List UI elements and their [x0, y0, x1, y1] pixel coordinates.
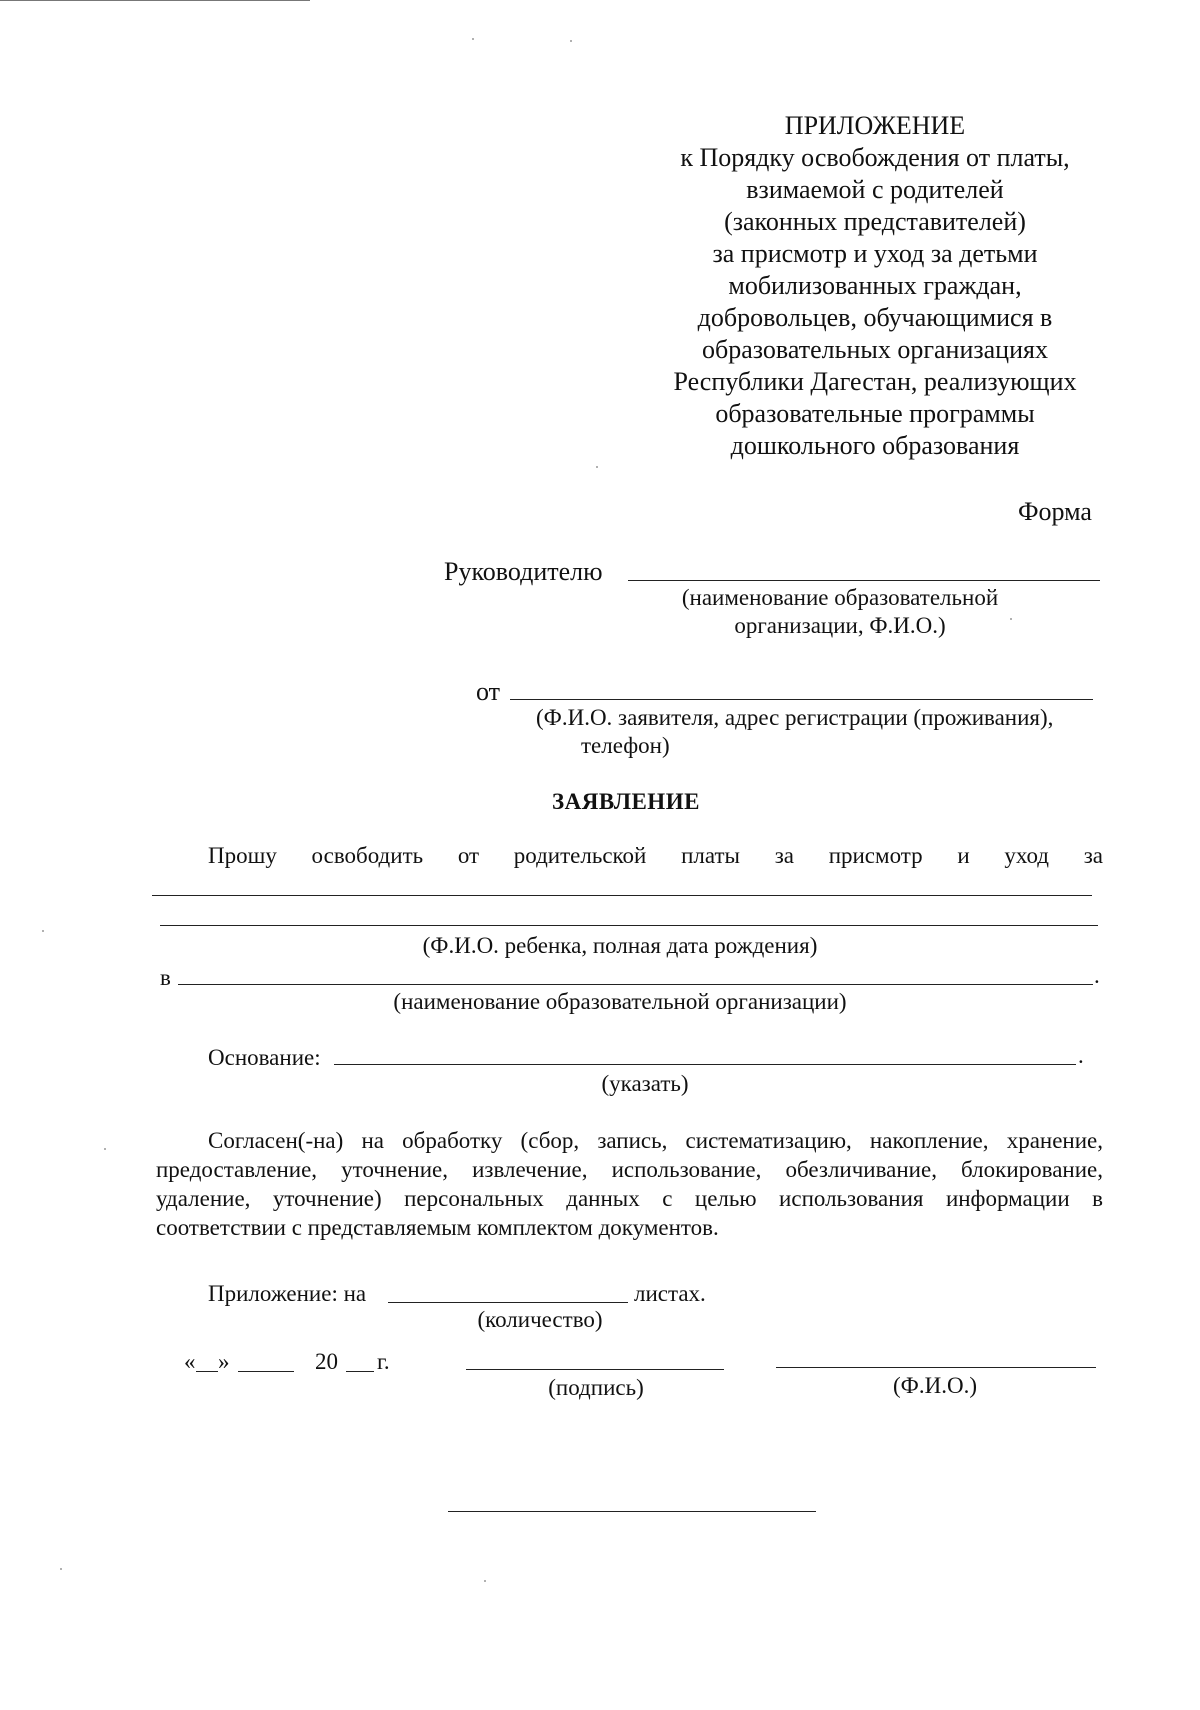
basis-field[interactable] [334, 1064, 1076, 1065]
request-word: присмотр [828, 843, 923, 868]
request-word: платы [681, 843, 740, 868]
appendix-line: добровольцев, обучающимися в [697, 303, 1053, 332]
scan-speck [472, 38, 474, 40]
attachment-label: Приложение: на [208, 1281, 367, 1306]
appendix-title: ПРИЛОЖЕНИЕ [784, 111, 966, 140]
sender-field[interactable] [510, 699, 1093, 700]
request-word: за [774, 843, 794, 868]
addressee-hint [620, 584, 1060, 640]
scan-speck [60, 1568, 62, 1570]
appendix-line: взимаемой с родителей [746, 175, 1004, 204]
date-day-field[interactable] [196, 1371, 218, 1372]
date-month-field[interactable] [238, 1371, 294, 1372]
consent-paragraph: Согласен(-на) на обработку (сбор, запись, систематизацию, накопление, хранение, предоставление, уточнение, извлечение, использование, обезличивание, блокирование, удаление, уточнение) персональных данных с целью использования информации в соответствии с представляемым комплектом документов. [156, 1128, 1103, 1240]
signature-field[interactable] [466, 1369, 724, 1370]
scan-edge-line [0, 0, 310, 1]
statement-title: ЗАЯВЛЕНИЕ [552, 789, 700, 814]
request-word: освободить [311, 843, 424, 868]
basis-label: Основание: [208, 1045, 321, 1070]
attachment-hint: (количество) [477, 1307, 603, 1332]
signature-hint: (подпись) [548, 1375, 644, 1400]
appendix-line: к Порядку освобождения от платы, [680, 143, 1070, 172]
addressee-hint-line: организации, Ф.И.О.) [734, 613, 946, 638]
scan-speck [596, 466, 598, 468]
request-word: Прошу [208, 843, 277, 868]
basis-period: . [1078, 1043, 1084, 1068]
date-year-suffix: г. [377, 1349, 390, 1374]
appendix-line: Республики Дагестан, реализующих [673, 367, 1077, 396]
addressee-hint-line: (наименование образовательной [681, 585, 999, 610]
sender-hint-line: телефон) [581, 733, 670, 758]
request-text [208, 842, 1103, 870]
scan-speck [42, 930, 44, 932]
child-field-line-2[interactable] [160, 925, 1098, 926]
request-word: родительской [513, 843, 647, 868]
request-word: за [1083, 843, 1103, 868]
org-field[interactable] [178, 984, 1093, 985]
appendix-line: дошкольного образования [730, 431, 1020, 460]
date-close-quote: » [218, 1349, 230, 1374]
request-word: уход [1004, 843, 1049, 868]
scan-speck [570, 40, 572, 42]
appendix-line: (законных представителей) [724, 207, 1026, 236]
addressee-label: Руководителю [444, 557, 603, 586]
org-period: . [1094, 963, 1100, 988]
appendix-line: мобилизованных граждан, [728, 271, 1022, 300]
full-name-field[interactable] [776, 1367, 1096, 1368]
scan-speck [484, 1580, 486, 1582]
addressee-field[interactable] [628, 580, 1100, 581]
appendix-header [640, 110, 1110, 462]
basis-hint: (указать) [601, 1071, 689, 1096]
scan-speck [104, 1148, 106, 1150]
sender-hint [536, 704, 1116, 760]
request-word: от [457, 843, 480, 868]
sender-hint-line: (Ф.И.О. заявителя, адрес регистрации (проживания), [536, 705, 1054, 730]
appendix-line: образовательные программы [715, 399, 1035, 428]
child-field-line-1[interactable] [152, 895, 1092, 896]
full-name-hint: (Ф.И.О.) [893, 1373, 977, 1398]
attachment-count-field[interactable] [388, 1302, 628, 1303]
date-year-prefix: 20 [315, 1349, 338, 1374]
org-hint: (наименование образовательной организации) [393, 989, 847, 1014]
org-prefix: в [160, 965, 171, 990]
date-open-quote: « [184, 1349, 196, 1374]
sender-label: от [476, 677, 501, 706]
appendix-line: образовательных организациях [702, 335, 1048, 364]
form-label: Форма [1018, 497, 1092, 526]
appendix-line: за присмотр и уход за детьми [712, 239, 1038, 268]
date-year-field[interactable] [346, 1371, 374, 1372]
child-hint: (Ф.И.О. ребенка, полная дата рождения) [422, 933, 818, 958]
request-word: и [957, 843, 970, 868]
attachment-suffix: листах. [634, 1281, 706, 1306]
closing-divider [448, 1511, 816, 1512]
